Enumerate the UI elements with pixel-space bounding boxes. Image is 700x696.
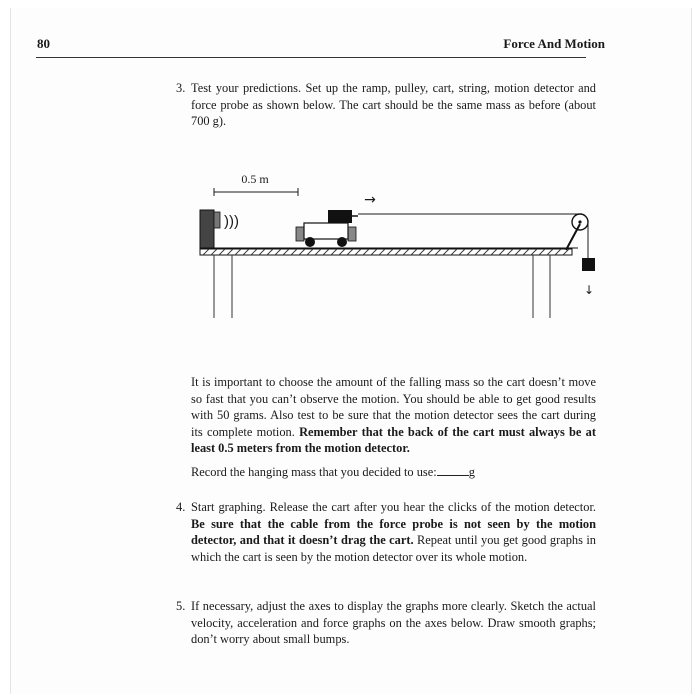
item-text: If necessary, adjust the axes to display the graphs more clearly. Sketch the actual velocity, acceleration and force graphs on the axes below. Draw smooth graphs; don’t worry about small bumps.	[191, 599, 596, 647]
item-text: Test your predictions. Set up the ramp, pulley, cart, string, motion detector and force probe as shown below. The cart should be the same mass as before (about 700 g).	[191, 81, 596, 129]
item-text-part: Repeat until you get good graphs in which the cart is seen by the motion detector over its whole motion.	[191, 533, 596, 564]
item-number: 4.	[176, 500, 186, 514]
item-number: 5.	[176, 599, 186, 613]
motion-arrow-icon: →	[364, 192, 376, 208]
table-legs	[214, 255, 550, 318]
distance-bar	[214, 188, 298, 196]
mass-instructions	[191, 374, 596, 457]
record-prefix: Record the hanging mass that you decided to use:	[191, 465, 437, 479]
record-unit: g	[468, 465, 475, 479]
cart	[296, 210, 358, 247]
track	[200, 248, 578, 255]
item-4	[176, 499, 596, 565]
mass-instructions-text: It is important to choose the amount of the falling mass so the cart doesn’t move so fast that you can’t observe the motion. You should be able to get good results with 50 grams. Also test to be sure that the motion detector sees the cart during its complete motion.	[191, 375, 596, 439]
motion-detector	[200, 210, 220, 248]
item-5	[176, 598, 596, 648]
item-number: 3.	[176, 81, 186, 95]
detector-waves: )))	[224, 213, 239, 230]
falling-arrow-icon: ↓	[583, 283, 595, 297]
running-head: Force And Motion	[503, 36, 605, 51]
item-text-part: Start graphing. Release the cart after you hear the clicks of the motion detector.	[191, 500, 596, 514]
page-number: 80	[37, 36, 50, 51]
record-mass-line	[191, 463, 596, 481]
distance-label: 0.5 m	[241, 172, 269, 186]
item-text	[191, 499, 596, 565]
mass-instructions-bold: Remember that the back of the cart must always be at least 0.5 meters from the motion detector.	[191, 424, 596, 456]
hanging-mass	[582, 258, 595, 271]
mass-blank[interactable]	[437, 463, 469, 476]
item-text-bold: Be sure that the cable from the force probe is not seen by the motion detector, and that it doesn’t drag the cart.	[191, 516, 596, 548]
